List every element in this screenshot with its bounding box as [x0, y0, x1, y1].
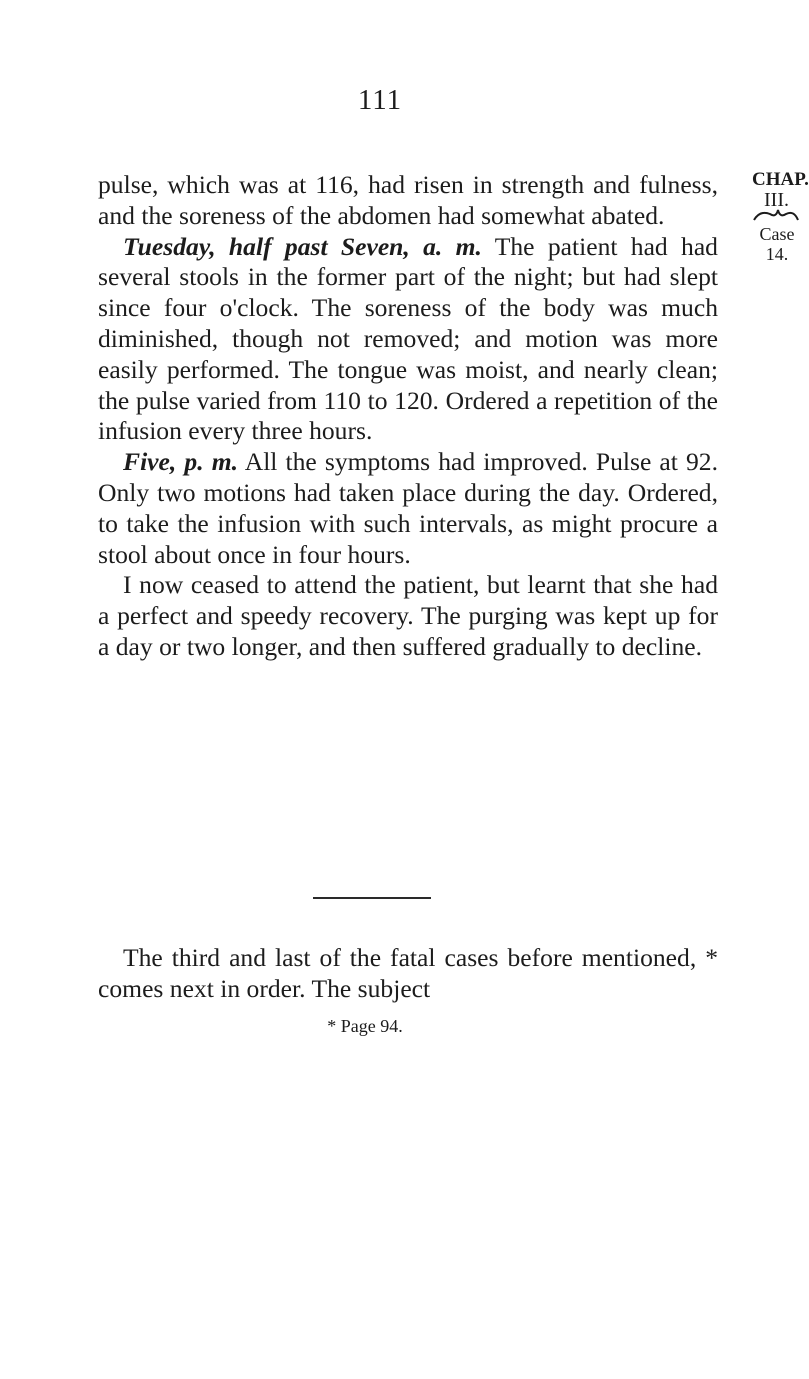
closing-text — [98, 943, 718, 1005]
margin-chapter-number: III. — [764, 189, 789, 211]
main-text — [98, 170, 718, 663]
paragraph-1: pulse, which was at 116, had risen in strength and fulness, and the soreness of the abdomen had somewhat abated. — [98, 170, 718, 230]
closing-paragraph: The third and last of the fatal cases before mentioned, * comes next in order. The subject — [98, 943, 718, 1003]
paragraph-3-heading: Five, p. m. — [123, 447, 239, 477]
paragraph-3 — [98, 447, 718, 570]
paragraph-4: I now ceased to attend the patient, but learnt that she had a perfect and speedy recovery. The purging was kept up for a day or two longer, and then suffered gradually to decline. — [98, 570, 718, 661]
margin-chapter-label: CHAP. — [752, 169, 809, 190]
section-divider — [313, 897, 431, 899]
margin-case-label: Case 14. — [759, 224, 795, 264]
paragraph-2-heading: Tuesday, half past Seven, a. m. — [123, 231, 482, 261]
margin-brace-icon — [752, 206, 800, 222]
page-number: 111 — [357, 84, 403, 116]
paragraph-3-text: All the symptoms had improved. Pulse at 92. Only two motions had taken place during the day. Ordered, to take the infusion with such intervals, as might procure a stool about once in four hours. — [98, 447, 718, 569]
paragraph-2 — [98, 232, 718, 448]
paragraph-2-text: The patient had had several stools in the former part of the night; but had slept since four o'clock. The soreness of the body was much diminished, though not removed; and motion was more easily performed. The tongue was moist, and nearly clean; the pulse varied from 110 to 120. Ordered a repetition of the infusion every three hours. — [98, 231, 718, 446]
footnote: * Page 94. — [327, 1016, 403, 1036]
